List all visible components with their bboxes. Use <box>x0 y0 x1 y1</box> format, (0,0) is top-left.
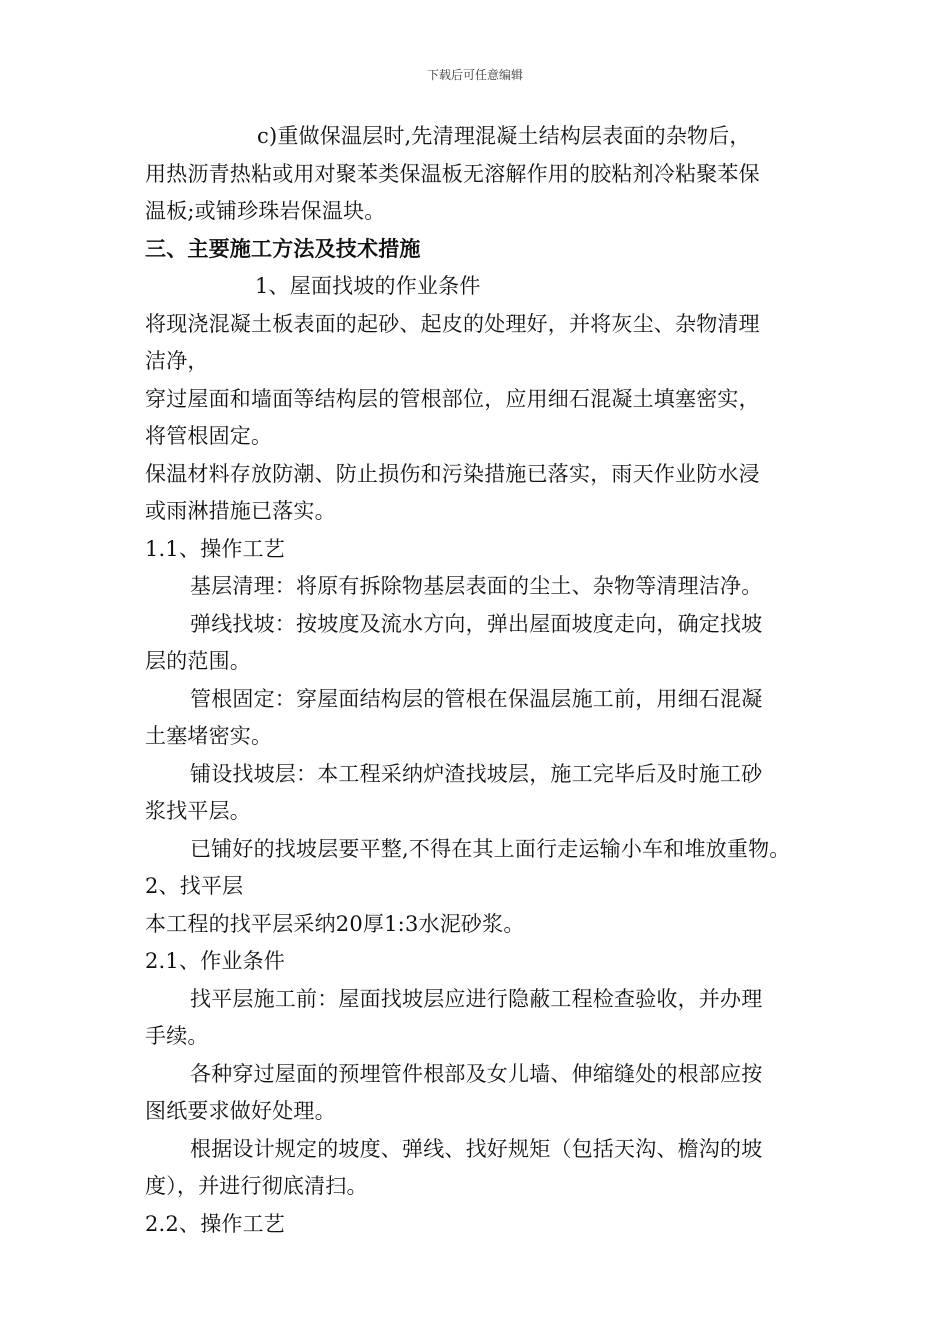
section-heading: 三、主要施工方法及技术措施 <box>145 236 421 261</box>
paragraph-line: 将管根固定。 <box>145 424 273 448</box>
paragraph-line: 手续。 <box>145 1024 209 1048</box>
paragraph-line: 弹线找坡：按坡度及流水方向，弹出屋面坡度走向，确定找坡 <box>190 611 763 636</box>
paragraph-line: 保温材料存放防潮、防止损伤和污染措施已落实，雨天作业防水浸 <box>145 461 760 486</box>
subsection-heading: 2、找平层 <box>145 874 244 898</box>
paragraph-line: 根据设计规定的坡度、弹线、找好规矩（包括天沟、檐沟的坡 <box>190 1136 763 1161</box>
paragraph-line: 浆找平层。 <box>145 799 251 823</box>
subsection-heading: 1、屋面找坡的作业条件 <box>255 274 481 298</box>
paragraph-line: 铺设找坡层：本工程采纳炉渣找坡层，施工完毕后及时施工砂 <box>190 761 763 786</box>
paragraph-line: 图纸要求做好处理。 <box>145 1099 336 1123</box>
paragraph-line: c)重做保温层时,先清理混凝土结构层表面的杂物后， <box>257 124 751 148</box>
paragraph-line: 各种穿过屋面的预埋管件根部及女儿墙、伸缩缝处的根部应按 <box>190 1061 763 1086</box>
subsection-heading: 1.1、操作工艺 <box>145 536 285 561</box>
paragraph-line: 或雨淋措施已落实。 <box>145 499 336 523</box>
paragraph-line: 已铺好的找坡层要平整,不得在其上面行走运输小车和堆放重物。 <box>190 836 791 861</box>
paragraph-line: 管根固定：穿屋面结构层的管根在保温层施工前，用细石混凝 <box>190 686 763 711</box>
paragraph-line: 将现浇混凝土板表面的起砂、起皮的处理好，并将灰尘、杂物清理 <box>145 311 760 336</box>
document-body <box>145 118 815 1243</box>
paragraph-line: 穿过屋面和墙面等结构层的管根部位，应用细石混凝土填塞密实， <box>145 386 760 411</box>
paragraph-line: 洁净， <box>145 349 209 373</box>
paragraph-line: 找平层施工前：屋面找坡层应进行隐蔽工程检查验收，并办理 <box>190 986 763 1011</box>
paragraph-line: 土塞堵密实。 <box>145 724 273 748</box>
page-header: 下载后可任意编辑 <box>426 68 523 82</box>
paragraph-line: 层的范围。 <box>145 649 251 673</box>
paragraph-line: 度），并进行彻底清扫。 <box>145 1174 368 1198</box>
paragraph-line: 用热沥青热粘或用对聚苯类保温板无溶解作用的胶粘剂冷粘聚苯保 <box>145 161 760 186</box>
paragraph-line: 本工程的找平层采纳20厚1:3水泥砂浆。 <box>145 911 525 936</box>
paragraph-line: 基层清理：将原有拆除物基层表面的尘土、杂物等清理洁净。 <box>190 574 763 598</box>
subsection-heading: 2.2、操作工艺 <box>145 1211 285 1236</box>
paragraph-line: 温板;或铺珍珠岩保温块。 <box>145 199 386 223</box>
subsection-heading: 2.1、作业条件 <box>145 949 285 973</box>
